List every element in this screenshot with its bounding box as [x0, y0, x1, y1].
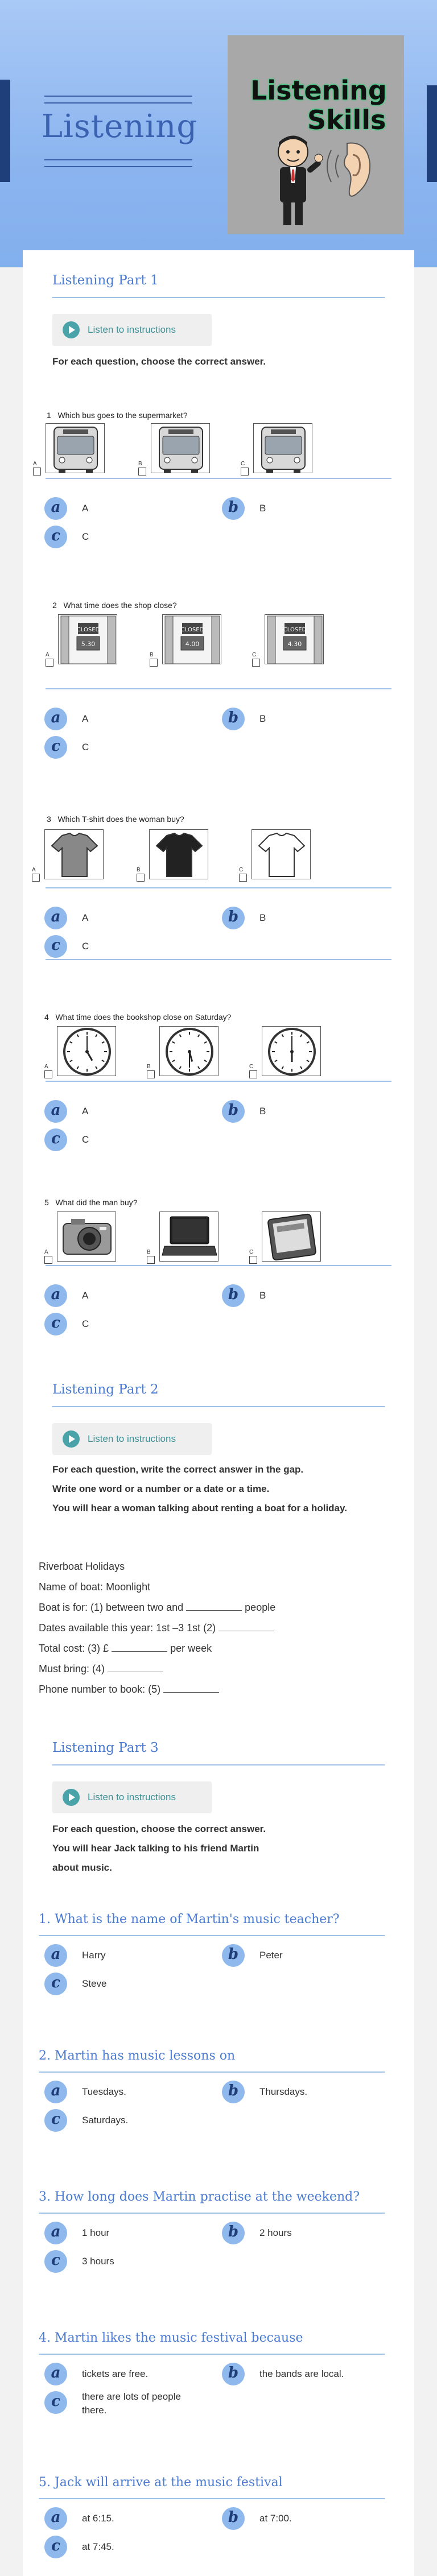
content-card [23, 250, 414, 2576]
question-divider [46, 1081, 391, 1082]
option-c-text: at 7:45. [82, 2541, 114, 2552]
option-a-text: 1 hour [82, 2227, 110, 2238]
bus-icon [253, 423, 312, 473]
option-a-text: A [82, 503, 89, 514]
shop-sign-icon [265, 614, 324, 664]
picture-checkbox[interactable] [239, 874, 247, 882]
part3-question-5-title: 5. Jack will arrive at the music festival [39, 2475, 283, 2490]
clock-icon [57, 1026, 116, 1076]
option-b-text: Thursdays. [259, 2086, 308, 2097]
option-c-badge[interactable]: c [44, 736, 67, 759]
part3-divider [52, 1764, 385, 1765]
option-c-text: C [82, 531, 89, 542]
question-divider [46, 478, 391, 479]
option-c-badge[interactable]: c [44, 1128, 67, 1151]
question-divider [39, 2071, 385, 2073]
part1-q1-prompt: 1 Which bus goes to the supermarket? [47, 411, 188, 420]
question-divider [39, 2354, 385, 2355]
question-divider [46, 688, 391, 689]
part2-line-phone: Phone number to book: (5) [39, 1684, 219, 1696]
option-a-badge[interactable]: a [44, 1284, 67, 1307]
tshirt-icon [44, 829, 104, 879]
part3-title: Listening Part 3 [52, 1740, 159, 1755]
option-b-text: at 7:00. [259, 2513, 292, 2524]
hero-art-line2: Skills [307, 105, 386, 135]
option-a-badge[interactable]: a [44, 2081, 67, 2103]
hero-rule-bottom [44, 159, 192, 173]
option-b-badge[interactable]: b [222, 1284, 245, 1307]
part1-q2-prompt: 2 What time does the shop close? [52, 601, 177, 610]
laptop-icon [159, 1211, 218, 1262]
option-c-text: C [82, 742, 89, 752]
option-c-badge[interactable]: c [44, 935, 67, 958]
part3-question-4-title: 4. Martin likes the music festival because [39, 2331, 303, 2345]
option-b-badge[interactable]: b [222, 2081, 245, 2103]
option-a-text: A [82, 1290, 89, 1301]
part2-directive-1: For each question, write the correct answer in the gap. [52, 1464, 304, 1475]
option-b-badge[interactable]: b [222, 907, 245, 929]
svg-text:4.30: 4.30 [287, 640, 302, 648]
svg-text:4.00: 4.00 [185, 640, 200, 648]
option-b-badge[interactable]: b [222, 497, 245, 520]
option-c-badge[interactable]: c [44, 2109, 67, 2132]
svg-text:CLOSED: CLOSED [76, 627, 100, 633]
picture-letter: B [137, 867, 141, 873]
option-a-text: at 6:15. [82, 2513, 114, 2524]
option-b-badge[interactable]: b [222, 2222, 245, 2244]
option-a-text: A [82, 713, 89, 724]
option-c-badge[interactable]: c [44, 2536, 67, 2558]
option-b-text: B [259, 713, 266, 724]
part2-line-cost: Total cost: (3) £ per week [39, 1643, 212, 1654]
tshirt-icon [252, 829, 311, 879]
option-b-text: the bands are local. [259, 2368, 344, 2379]
clock-icon [262, 1026, 321, 1076]
option-c-text-line1: there are lots of people [82, 2391, 181, 2402]
option-c-text: C [82, 1318, 89, 1329]
option-b-badge[interactable]: b [222, 2363, 245, 2385]
part3-question-3-title: 3. How long does Martin practise at the weekend? [39, 2190, 360, 2204]
option-c-text: Steve [82, 1978, 107, 1989]
option-a-text: tickets are free. [82, 2368, 149, 2379]
part1-divider [52, 297, 385, 298]
option-a-text: Tuesdays. [82, 2086, 126, 2097]
part2-title: Listening Part 2 [52, 1382, 159, 1397]
play-icon [63, 321, 80, 338]
picture-checkbox[interactable] [249, 1070, 257, 1078]
option-b-text: 2 hours [259, 2227, 292, 2238]
option-a-badge[interactable]: a [44, 497, 67, 520]
hero-title: Listening [41, 108, 198, 145]
gap-5-input[interactable] [163, 1685, 219, 1693]
part2-line-boat-name: Name of boat: Moonlight [39, 1581, 151, 1593]
svg-text:CLOSED: CLOSED [283, 627, 307, 633]
picture-checkbox[interactable] [44, 1070, 52, 1078]
gap-1-input[interactable] [186, 1603, 242, 1611]
option-a-badge[interactable]: a [44, 2222, 67, 2244]
bus-icon [46, 423, 105, 473]
gap-2-input[interactable] [218, 1623, 274, 1631]
option-b-text: B [259, 503, 266, 514]
shop-sign-icon [58, 614, 117, 664]
picture-checkbox[interactable] [138, 468, 146, 475]
picture-checkbox[interactable] [147, 1256, 155, 1264]
picture-letter: B [147, 1064, 151, 1070]
gap-3-input[interactable] [112, 1644, 167, 1652]
option-a-badge[interactable]: a [44, 1100, 67, 1123]
picture-letter: A [32, 867, 36, 873]
option-b-text: B [259, 912, 266, 923]
part1-q5-prompt: 5 What did the man buy? [44, 1198, 138, 1207]
hero-band-left [0, 80, 10, 182]
option-c-text-line2: there. [82, 2405, 107, 2416]
option-a-text: Harry [82, 1950, 106, 1961]
option-a-text: A [82, 912, 89, 923]
question-divider [39, 2213, 385, 2214]
question-divider [46, 887, 391, 888]
instructions-label: Listen to instructions [88, 1433, 176, 1444]
play-icon [63, 1789, 80, 1806]
gap-4-input[interactable] [108, 1664, 163, 1672]
camera-icon [57, 1211, 116, 1262]
instructions-label: Listen to instructions [88, 324, 176, 335]
picture-letter: A [44, 1064, 48, 1070]
part2-line-dates: Dates available this year: 1st –3 1st (2) [39, 1622, 274, 1634]
picture-checkbox[interactable] [44, 1256, 52, 1264]
picture-letter: C [241, 461, 245, 467]
picture-letter: A [46, 652, 50, 658]
instructions-label: Listen to instructions [88, 1792, 176, 1802]
option-c-badge[interactable]: c [44, 2250, 67, 2273]
option-a-badge[interactable]: a [44, 2363, 67, 2385]
hero-art-line1: Listening [250, 75, 387, 106]
option-c-text: C [82, 1134, 89, 1145]
play-icon [63, 1430, 80, 1448]
svg-text:CLOSED: CLOSED [180, 627, 204, 633]
picture-checkbox[interactable] [33, 468, 41, 475]
part1-instructions-button[interactable] [52, 314, 212, 346]
option-c-badge[interactable]: c [44, 1973, 67, 1995]
option-c-text: Saturdays. [82, 2115, 129, 2126]
picture-letter: B [150, 652, 154, 658]
option-b-badge[interactable]: b [222, 1100, 245, 1123]
picture-checkbox[interactable] [147, 1070, 155, 1078]
picture-checkbox[interactable] [241, 468, 249, 475]
picture-letter: C [252, 652, 257, 658]
option-c-badge[interactable]: c [44, 2391, 67, 2414]
picture-checkbox[interactable] [252, 659, 260, 667]
option-c-text: C [82, 941, 89, 952]
part3-directive-2: You will hear Jack talking to his friend Martin [52, 1843, 259, 1854]
option-b-text: B [259, 1106, 266, 1117]
question-divider [46, 959, 391, 960]
question-divider [46, 1265, 391, 1266]
part2-line-boat-for: Boat is for: (1) between two and people [39, 1602, 276, 1613]
part2-directive-3: You will hear a woman talking about renting a boat for a holiday. [52, 1503, 347, 1514]
part3-directive-3: about music. [52, 1862, 112, 1873]
part1-q3-prompt: 3 Which T-shirt does the woman buy? [47, 814, 184, 824]
hero-banner [0, 0, 437, 267]
option-c-text: 3 hours [82, 2256, 114, 2267]
option-a-text: A [82, 1106, 89, 1117]
picture-checkbox[interactable] [249, 1256, 257, 1264]
part2-divider [52, 1406, 385, 1407]
hero-rule-top [44, 96, 192, 109]
option-b-text: B [259, 1290, 266, 1301]
part3-instructions-button[interactable] [52, 1781, 212, 1813]
option-b-badge[interactable]: b [222, 1944, 245, 1967]
option-b-badge[interactable]: b [222, 2507, 245, 2530]
part3-question-1-title: 1. What is the name of Martin's music teacher? [39, 1912, 340, 1926]
picture-letter: C [249, 1249, 254, 1255]
part1-title: Listening Part 1 [52, 273, 159, 288]
picture-letter: B [138, 461, 142, 467]
picture-letter: B [147, 1249, 151, 1255]
picture-checkbox[interactable] [32, 874, 40, 882]
picture-checkbox[interactable] [150, 659, 158, 667]
option-a-badge[interactable]: a [44, 708, 67, 730]
bus-icon [151, 423, 210, 473]
question-divider [39, 2498, 385, 2499]
hero-illustration [228, 35, 404, 234]
picture-checkbox[interactable] [137, 874, 145, 882]
option-b-badge[interactable]: b [222, 708, 245, 730]
man-listening-icon [262, 121, 387, 234]
option-c-badge[interactable]: c [44, 526, 67, 548]
part2-heading: Riverboat Holidays [39, 1561, 125, 1572]
part2-line-bring: Must bring: (4) [39, 1663, 163, 1675]
part2-instructions-button[interactable] [52, 1423, 212, 1455]
part3-question-2-title: 2. Martin has music lessons on [39, 2049, 236, 2063]
picture-letter: C [239, 867, 244, 873]
part3-directive-1: For each question, choose the correct answer. [52, 1824, 266, 1834]
hero-band-right [427, 85, 437, 182]
part2-directive-2: Write one word or a number or a date or a time. [52, 1483, 270, 1494]
picture-letter: A [44, 1249, 48, 1255]
picture-checkbox[interactable] [46, 659, 53, 667]
part1-directive: For each question, choose the correct answer. [52, 356, 266, 367]
picture-letter: A [33, 461, 37, 467]
part1-q4-prompt: 4 What time does the bookshop close on Saturday? [44, 1012, 232, 1022]
question-divider [39, 1935, 385, 1936]
svg-text:5.30: 5.30 [81, 640, 96, 648]
clock-icon [159, 1026, 218, 1076]
option-a-badge[interactable]: a [44, 2507, 67, 2530]
picture-letter: C [249, 1064, 254, 1070]
tshirt-icon [149, 829, 208, 879]
option-a-badge[interactable]: a [44, 907, 67, 929]
option-a-badge[interactable]: a [44, 1944, 67, 1967]
shop-sign-icon [162, 614, 221, 664]
option-c-badge[interactable]: c [44, 1313, 67, 1335]
option-b-text: Peter [259, 1950, 283, 1961]
tablet-icon [262, 1211, 321, 1262]
